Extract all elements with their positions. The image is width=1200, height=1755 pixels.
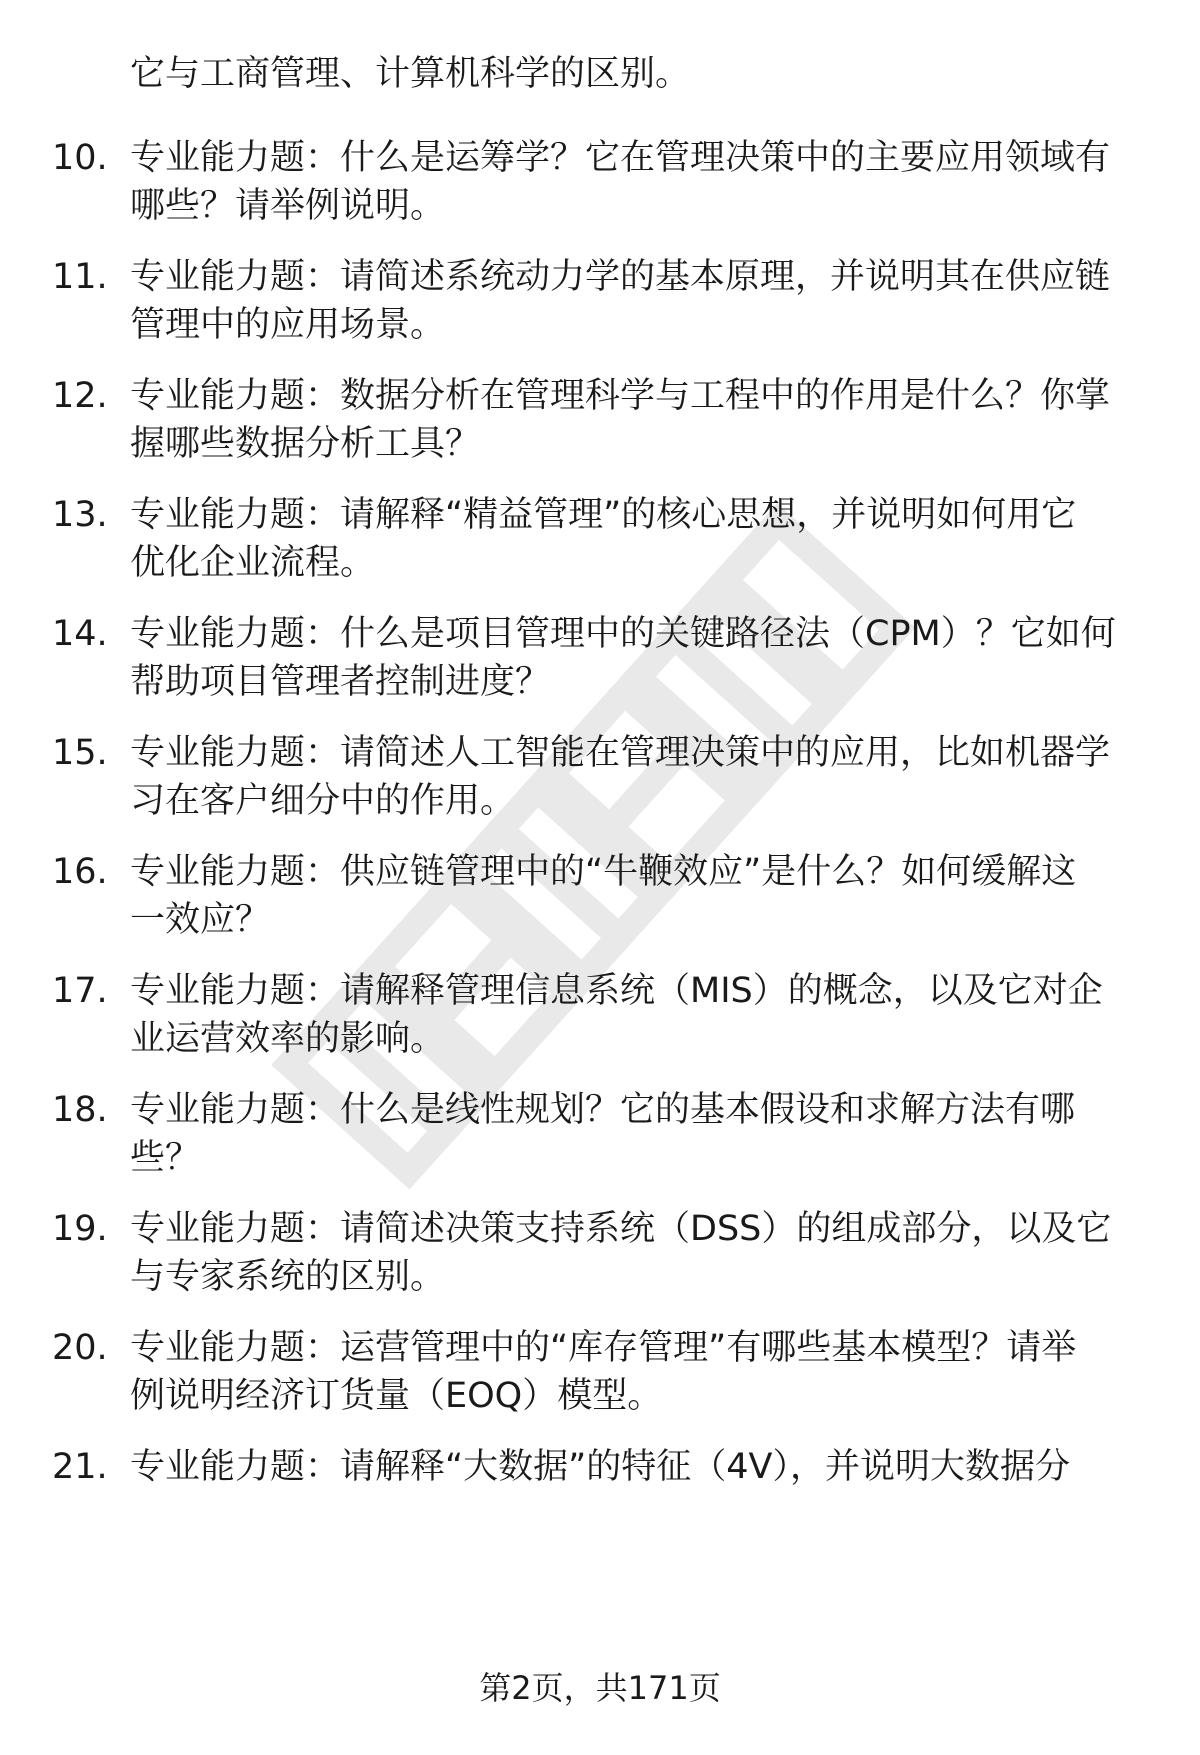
question-text: [130, 967, 1152, 1063]
question-line: 与专家系统的区别。: [130, 1257, 446, 1297]
question-line: 专业能力题：什么是线性规划？它的基本假设和求解方法有哪: [130, 1090, 1076, 1130]
question-line: 专业能力题：运营管理中的“库存管理”有哪些基本模型？请举: [130, 1328, 1077, 1368]
question-line: 专业能力题：请简述决策支持系统（DSS）的组成部分，以及它: [130, 1209, 1112, 1249]
question-text: [130, 134, 1152, 230]
question-line: 专业能力题：数据分析在管理科学与工程中的作用是什么？你掌: [130, 376, 1111, 416]
question-number: 12.: [52, 376, 108, 416]
question-line: 优化企业流程。: [130, 543, 376, 583]
question-number: 20.: [52, 1328, 108, 1368]
question-line: 专业能力题：请解释管理信息系统（MIS）的概念，以及它对企: [130, 971, 1103, 1011]
question-number: 18.: [52, 1090, 108, 1130]
question-number: 15.: [52, 733, 108, 773]
question-text: [130, 253, 1152, 349]
question-number: 10.: [52, 138, 108, 178]
question-text: [130, 848, 1152, 944]
question-number: 16.: [52, 852, 108, 892]
page-footer: 第2页，共171页: [479, 1669, 721, 1707]
question-text: [130, 1443, 1152, 1491]
question-number: 21.: [52, 1447, 108, 1487]
question-line: 专业能力题：什么是运筹学？它在管理决策中的主要应用领域有: [130, 138, 1111, 178]
question-text: [130, 610, 1152, 706]
question-line: 专业能力题：请简述人工智能在管理决策中的应用，比如机器学: [130, 733, 1111, 773]
question-line: 握哪些数据分析工具？: [130, 424, 481, 464]
question-line: 习在客户细分中的作用。: [130, 781, 516, 821]
question-text: [130, 1086, 1152, 1182]
question-line: 些？: [130, 1138, 201, 1178]
question-number: 19.: [52, 1209, 108, 1249]
continuation-text: 它与工商管理、计算机科学的区别。: [130, 54, 691, 94]
question-text: [130, 491, 1152, 587]
question-text: [130, 372, 1152, 468]
question-number: 13.: [52, 495, 108, 535]
question-number: 11.: [52, 257, 108, 297]
question-line: 专业能力题：请解释“精益管理”的核心思想，并说明如何用它: [130, 495, 1077, 535]
question-line: 管理中的应用场景。: [130, 305, 446, 345]
question-line: 专业能力题：供应链管理中的“牛鞭效应”是什么？如何缓解这: [130, 852, 1077, 892]
question-line: 哪些？请举例说明。: [130, 186, 446, 226]
question-line: 例说明经济订货量（EOQ）模型。: [130, 1376, 663, 1416]
question-line: 专业能力题：什么是项目管理中的关键路径法（CPM）？它如何: [130, 614, 1116, 654]
question-number: 14.: [52, 614, 108, 654]
question-line: 业运营效率的影响。: [130, 1019, 446, 1059]
question-line: 专业能力题：请简述系统动力学的基本原理，并说明其在供应链: [130, 257, 1111, 297]
question-number: 17.: [52, 971, 108, 1011]
question-line: 一效应？: [130, 900, 271, 940]
question-line: 专业能力题：请解释“大数据”的特征（4V），并说明大数据分: [130, 1447, 1070, 1487]
question-text: [130, 1324, 1152, 1420]
question-text: [130, 729, 1152, 825]
question-text: [130, 1205, 1152, 1301]
question-line: 帮助项目管理者控制进度？: [130, 662, 551, 702]
